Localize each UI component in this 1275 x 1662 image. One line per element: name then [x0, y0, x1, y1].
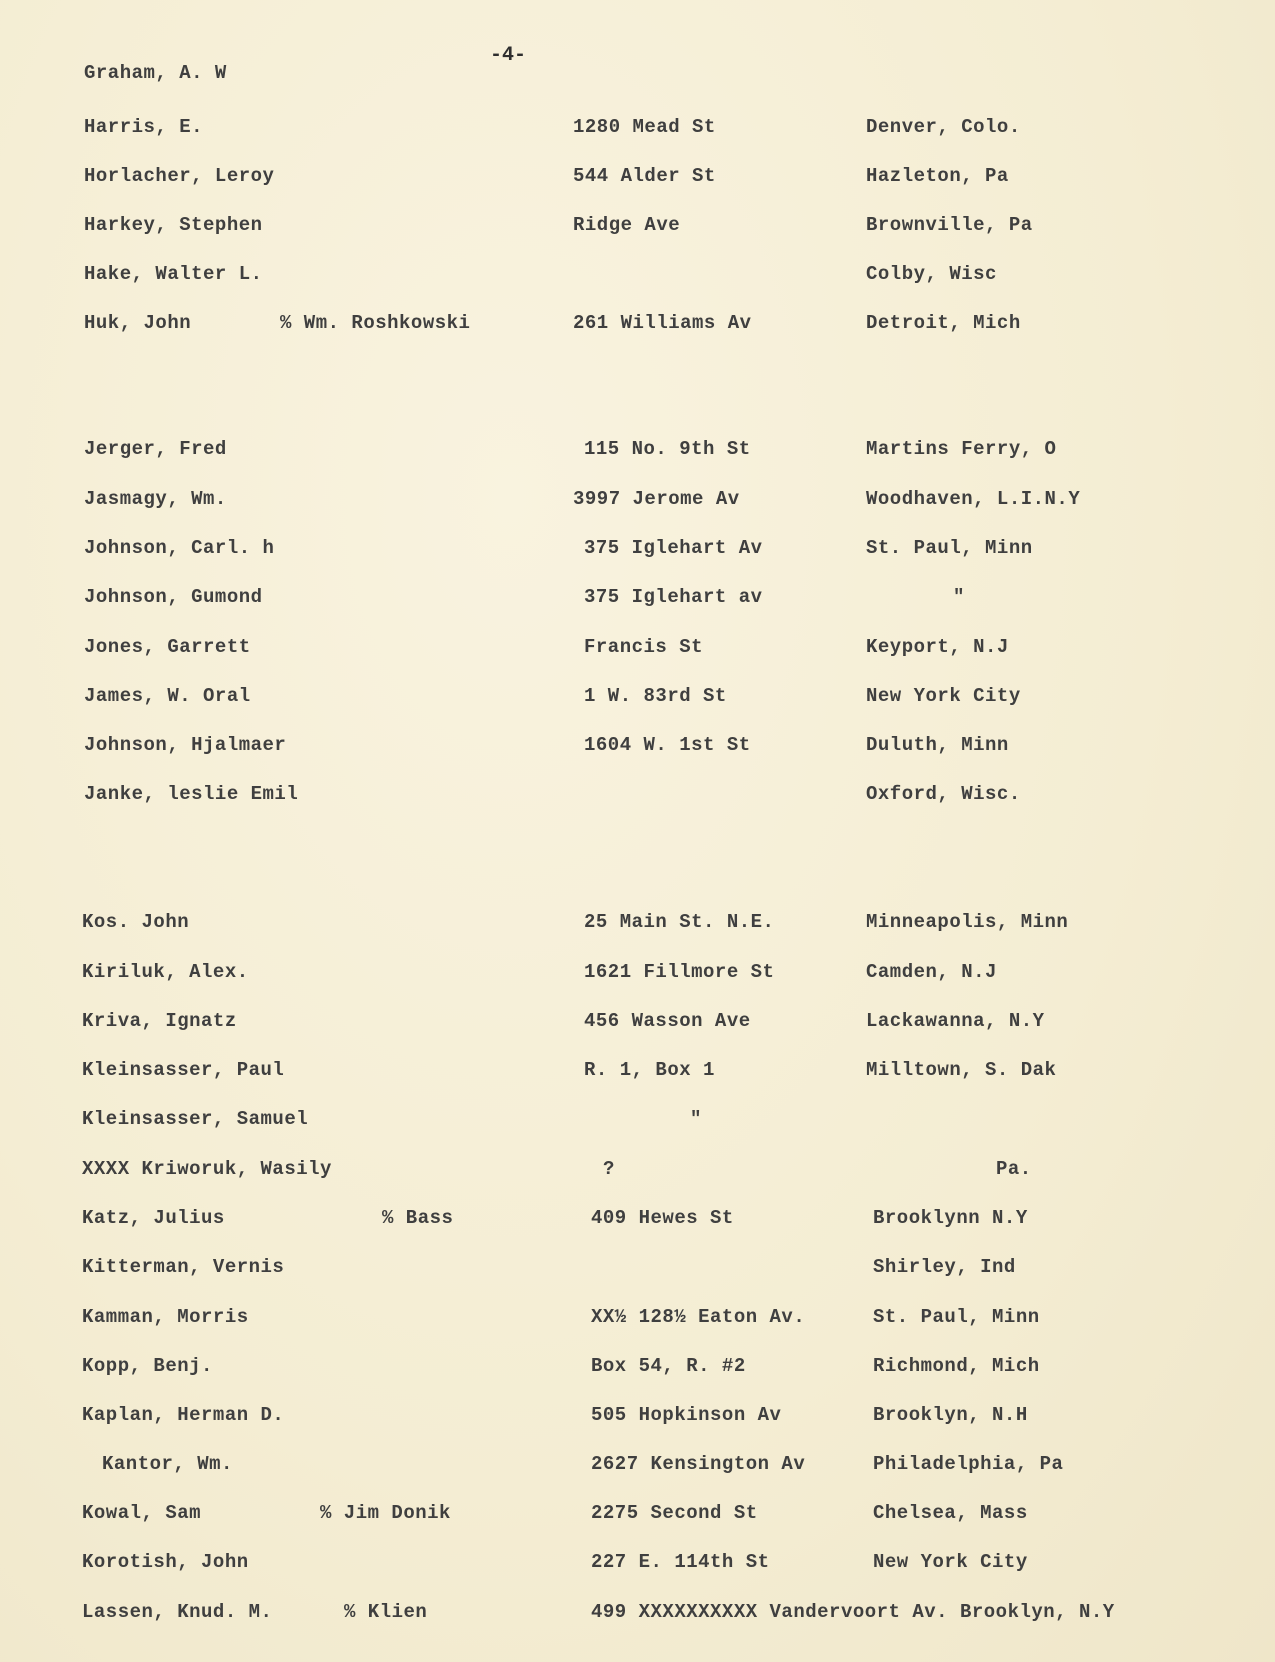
page-number: -4-: [490, 44, 527, 67]
entry-street: Francis St: [584, 636, 704, 658]
entry-name: Horlacher, Leroy: [84, 165, 275, 187]
entry-city: Richmond, Mich: [873, 1355, 1040, 1377]
entry-care-of: % Bass: [382, 1207, 454, 1229]
entry-city: Camden, N.J: [866, 961, 997, 983]
entry-city: New York City: [873, 1551, 1028, 1573]
list-item: [0, 62, 1275, 92]
list-item: [0, 312, 1275, 342]
entry-street: 115 No. 9th St: [584, 438, 751, 460]
entry-name: Jones, Garrett: [84, 636, 251, 658]
entry-name: Jasmagy, Wm.: [84, 488, 227, 510]
entry-city: Minneapolis, Minn: [866, 911, 1069, 933]
entry-city: Brooklynn N.Y: [873, 1207, 1028, 1229]
entry-name: Lassen, Knud. M.: [82, 1601, 273, 1623]
entry-care-of: % Jim Donik: [320, 1502, 451, 1524]
entry-city: St. Paul, Minn: [866, 537, 1033, 559]
list-item: [0, 1355, 1275, 1385]
entry-street: Box 54, R. #2: [591, 1355, 746, 1377]
entry-name: Johnson, Gumond: [84, 586, 263, 608]
entry-street: 2275 Second St: [591, 1502, 758, 1524]
list-item: [0, 734, 1275, 764]
entry-care-of: % Wm. Roshkowski: [280, 312, 471, 334]
entry-street: 227 E. 114th St: [591, 1551, 770, 1573]
list-item: [0, 783, 1275, 813]
entry-street: Ridge Ave: [573, 214, 681, 236]
entry-city: Denver, Colo.: [866, 116, 1021, 138]
entry-street: 409 Hewes St: [591, 1207, 734, 1229]
entry-name: Kriva, Ignatz: [82, 1010, 237, 1032]
list-item: [0, 537, 1275, 567]
entry-name: Kamman, Morris: [82, 1306, 249, 1328]
entry-name: Harris, E.: [84, 116, 204, 138]
entry-street: 1604 W. 1st St: [584, 734, 751, 756]
entry-street: ?: [603, 1158, 615, 1180]
entry-street: ": [690, 1108, 702, 1130]
list-item: [0, 1059, 1275, 1089]
list-item: [0, 911, 1275, 941]
entry-street: 499 XXXXXXXXXX Vandervoort Av. Brooklyn, N.Y: [591, 1601, 1115, 1623]
entry-city: Keyport, N.J: [866, 636, 1009, 658]
entry-city: Chelsea, Mass: [873, 1502, 1028, 1524]
entry-name: Jerger, Fred: [84, 438, 227, 460]
entry-city: Shirley, Ind: [873, 1256, 1016, 1278]
list-item: [0, 116, 1275, 146]
list-item: [0, 1108, 1275, 1138]
list-item: [0, 263, 1275, 293]
entry-name: Kopp, Benj.: [82, 1355, 213, 1377]
entry-name: Kowal, Sam: [82, 1502, 202, 1524]
list-item: [0, 1502, 1275, 1532]
entry-name: Katz, Julius: [82, 1207, 225, 1229]
entry-city: Colby, Wisc: [866, 263, 997, 285]
entry-name: Kleinsasser, Samuel: [82, 1108, 309, 1130]
list-item: [0, 1601, 1275, 1631]
list-item: [0, 1551, 1275, 1581]
entry-city: Detroit, Mich: [866, 312, 1021, 334]
list-item: [0, 1256, 1275, 1286]
entry-care-of: % Klien: [344, 1601, 428, 1623]
entry-name: Johnson, Hjalmaer: [84, 734, 287, 756]
entry-street: R. 1, Box 1: [584, 1059, 715, 1081]
entry-name: XXXX Kriworuk, Wasily: [82, 1158, 332, 1180]
entry-street: 261 Williams Av: [573, 312, 752, 334]
entry-name: Kos. John: [82, 911, 190, 933]
list-item: [0, 1404, 1275, 1434]
entry-city: Brownville, Pa: [866, 214, 1033, 236]
entry-street: 456 Wasson Ave: [584, 1010, 751, 1032]
entry-street: 3997 Jerome Av: [573, 488, 740, 510]
list-item: [0, 586, 1275, 616]
entry-street: 25 Main St. N.E.: [584, 911, 775, 933]
entry-city: ": [953, 586, 965, 608]
list-item: [0, 1158, 1275, 1188]
entry-city: Lackawanna, N.Y: [866, 1010, 1045, 1032]
entry-street: 1621 Fillmore St: [584, 961, 775, 983]
entry-name: Hake, Walter L.: [84, 263, 263, 285]
list-item: [0, 488, 1275, 518]
entry-street: 375 Iglehart av: [584, 586, 763, 608]
entry-street: 1 W. 83rd St: [584, 685, 727, 707]
entry-city: St. Paul, Minn: [873, 1306, 1040, 1328]
list-item: [0, 636, 1275, 666]
list-item: [0, 1010, 1275, 1040]
entry-name: Huk, John: [84, 312, 192, 334]
entry-street: 1280 Mead St: [573, 116, 716, 138]
entry-name: Kantor, Wm.: [102, 1453, 233, 1475]
entry-name: James, W. Oral: [84, 685, 251, 707]
entry-city: Oxford, Wisc.: [866, 783, 1021, 805]
entry-city: Hazleton, Pa: [866, 165, 1009, 187]
entry-city: Milltown, S. Dak: [866, 1059, 1057, 1081]
entry-city: Brooklyn, N.H: [873, 1404, 1028, 1426]
entry-city: New York City: [866, 685, 1021, 707]
entry-name: Johnson, Carl. h: [84, 537, 275, 559]
entry-city: Philadelphia, Pa: [873, 1453, 1064, 1475]
list-item: [0, 165, 1275, 195]
entry-city: Duluth, Minn: [866, 734, 1009, 756]
entry-city: Martins Ferry, O: [866, 438, 1057, 460]
list-item: [0, 438, 1275, 468]
list-item: [0, 1207, 1275, 1237]
entry-street: 505 Hopkinson Av: [591, 1404, 782, 1426]
entry-name: Kaplan, Herman D.: [82, 1404, 285, 1426]
entry-city: Pa.: [996, 1158, 1032, 1180]
entry-street: XX½ 128½ Eaton Av.: [591, 1306, 806, 1328]
entry-name: Graham, A. W: [84, 62, 227, 84]
list-item: [0, 1453, 1275, 1483]
entry-city: Woodhaven, L.I.N.Y: [866, 488, 1081, 510]
entry-name: Korotish, John: [82, 1551, 249, 1573]
entry-street: 544 Alder St: [573, 165, 716, 187]
entry-name: Kleinsasser, Paul: [82, 1059, 285, 1081]
entry-street: 2627 Kensington Av: [591, 1453, 806, 1475]
entry-name: Janke, leslie Emil: [84, 783, 299, 805]
entry-street: 375 Iglehart Av: [584, 537, 763, 559]
entry-name: Harkey, Stephen: [84, 214, 263, 236]
entry-name: Kiriluk, Alex.: [82, 961, 249, 983]
list-item: [0, 214, 1275, 244]
list-item: [0, 961, 1275, 991]
list-item: [0, 685, 1275, 715]
list-item: [0, 1306, 1275, 1336]
entry-name: Kitterman, Vernis: [82, 1256, 285, 1278]
